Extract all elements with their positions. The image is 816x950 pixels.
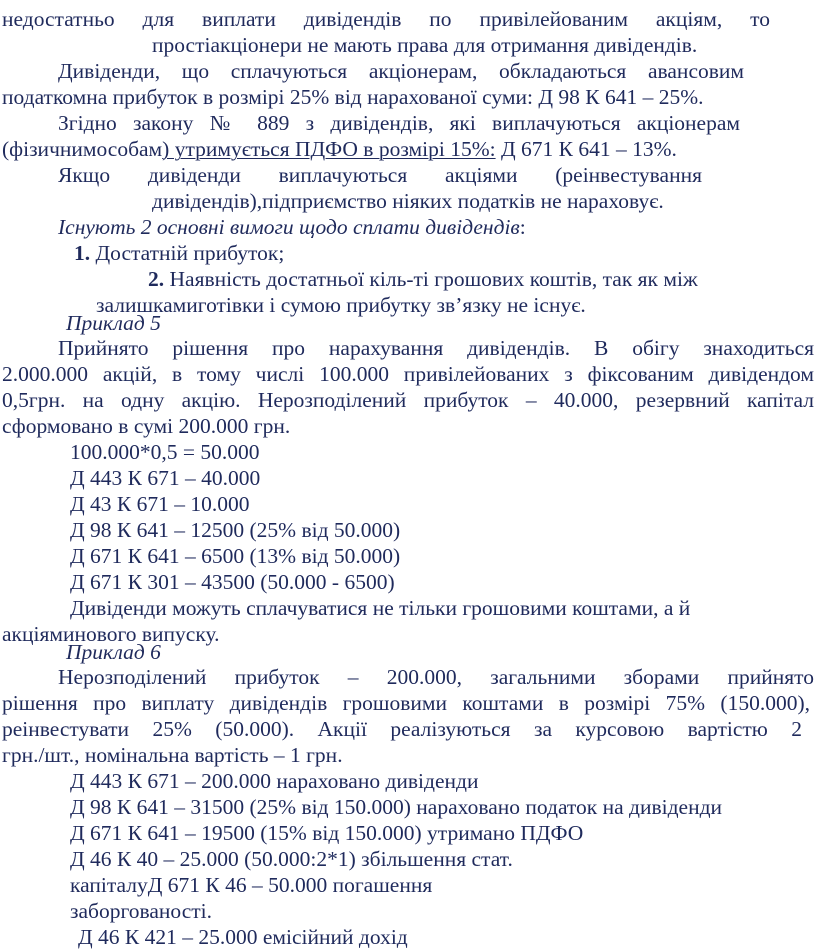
paragraph-line: реінвестувати 25% (50.000). Акції реалізуються за курсовою вартістю 2 xyxy=(2,717,802,741)
paragraph-line: залишкамиготівки і сумою прибутку зв’язку не існує. xyxy=(96,293,586,317)
requirement-item xyxy=(148,266,816,292)
accounting-entry: Д 46 К 40 – 25.000 (50.000:2*1) збільшення стат. xyxy=(70,847,513,871)
underlined-text-run: Д xyxy=(500,137,516,161)
underlined-text-run: ) утримується ПДФО в розмірі 15%: xyxy=(162,137,496,161)
list-item-text: Достатній прибуток; xyxy=(90,241,285,265)
accounting-entry: Д 443 К 671 – 40.000 xyxy=(70,466,261,490)
accounting-entry: Д 46 К 421 – 25.000 емісійний дохід xyxy=(78,925,408,949)
accounting-entry: Д 43 К 671 – 10.000 xyxy=(70,492,250,516)
paragraph-line: акціяминового випуску. xyxy=(2,622,220,646)
paragraph-line: рішення про виплату дивідендів грошовими коштами в розмірі 75% (150.000), xyxy=(2,691,810,715)
paragraph-line: Нерозподілений прибуток – 200.000, загальними зборами прийнято xyxy=(58,665,814,689)
list-number: 1. xyxy=(74,241,91,265)
paragraph-line: простіакціонери не мають права для отримання дивідендів. xyxy=(152,33,698,57)
accounting-entry: Д 443 К 671 – 200.000 нараховано дивіденди xyxy=(70,769,479,793)
text-run: 671 К 641 – 13%. xyxy=(515,137,677,161)
paragraph-line: недостатньо для виплати дивідендів по привілейованим акціям, то xyxy=(2,7,770,31)
paragraph-line: податкомна прибуток в розмірі 25% від нарахованої суми: Д 98 К 641 – 25%. xyxy=(2,85,704,109)
paragraph-line: 0,5грн. на одну акцію. Нерозподілений прибуток – 40.000, резервний капітал xyxy=(2,388,814,412)
accounting-entry: Д 671 К 641 – 6500 (13% від 50.000) xyxy=(70,544,401,568)
paragraph-line: грн./шт., номінальна вартість – 1 грн. xyxy=(2,743,343,767)
paragraph-line: 2.000.000 акцій, в тому числі 100.000 привілейованих з фіксованим дивідендом xyxy=(2,362,814,386)
accounting-entry: Д 98 К 641 – 12500 (25% від 50.000) xyxy=(70,518,401,542)
paragraph-line: Дивіденди можуть сплачуватися не тільки грошовими коштами, а й xyxy=(70,596,691,620)
list-item-text: Наявність достатньої кіль-ті грошових коштів, так як між xyxy=(164,267,698,291)
paragraph-line: сформовано в сумі 200.000 грн. xyxy=(2,414,291,438)
paragraph-line: дивідендів),підприємство ніяких податків не нараховує. xyxy=(152,189,664,213)
text-run: : xyxy=(519,215,526,239)
accounting-entry: капіталуД 671 К 46 – 50.000 погашення xyxy=(70,873,433,897)
requirements-heading xyxy=(58,214,816,240)
requirement-item xyxy=(74,240,816,266)
paragraph-line: Прийнято рішення про нарахування дивідендів. В обігу знаходиться xyxy=(58,336,814,360)
example-heading: Приклад 5 xyxy=(66,311,161,335)
accounting-entry: Д 671 К 301 – 43500 (50.000 - 6500) xyxy=(70,570,395,594)
accounting-entry: Д 671 К 641 – 19500 (15% від 150.000) утримано ПДФО xyxy=(70,821,584,845)
paragraph-line: заборгованості. xyxy=(70,899,212,923)
paragraph-line: Якщо дивіденди виплачуються акціями (реінвестування xyxy=(58,163,702,187)
text-run: (фізичнимособам xyxy=(2,137,163,161)
accounting-entry: Д 98 К 641 – 31500 (25% від 150.000) нараховано податок на дивіденди xyxy=(70,795,723,819)
calculation-line: 100.000*0,5 = 50.000 xyxy=(70,440,260,464)
paragraph-line xyxy=(2,136,816,162)
list-number: 2. xyxy=(148,267,165,291)
italic-text-run: Існують 2 основні вимоги щодо сплати дивідендів xyxy=(58,215,520,239)
example-heading: Приклад 6 xyxy=(66,640,161,664)
paragraph-line: Дивіденди, що сплачуються акціонерам, обкладаються авансовим xyxy=(58,59,744,83)
paragraph-line: Згідно закону № 889 з дивідендів, які виплачуються акціонерам xyxy=(58,111,740,135)
